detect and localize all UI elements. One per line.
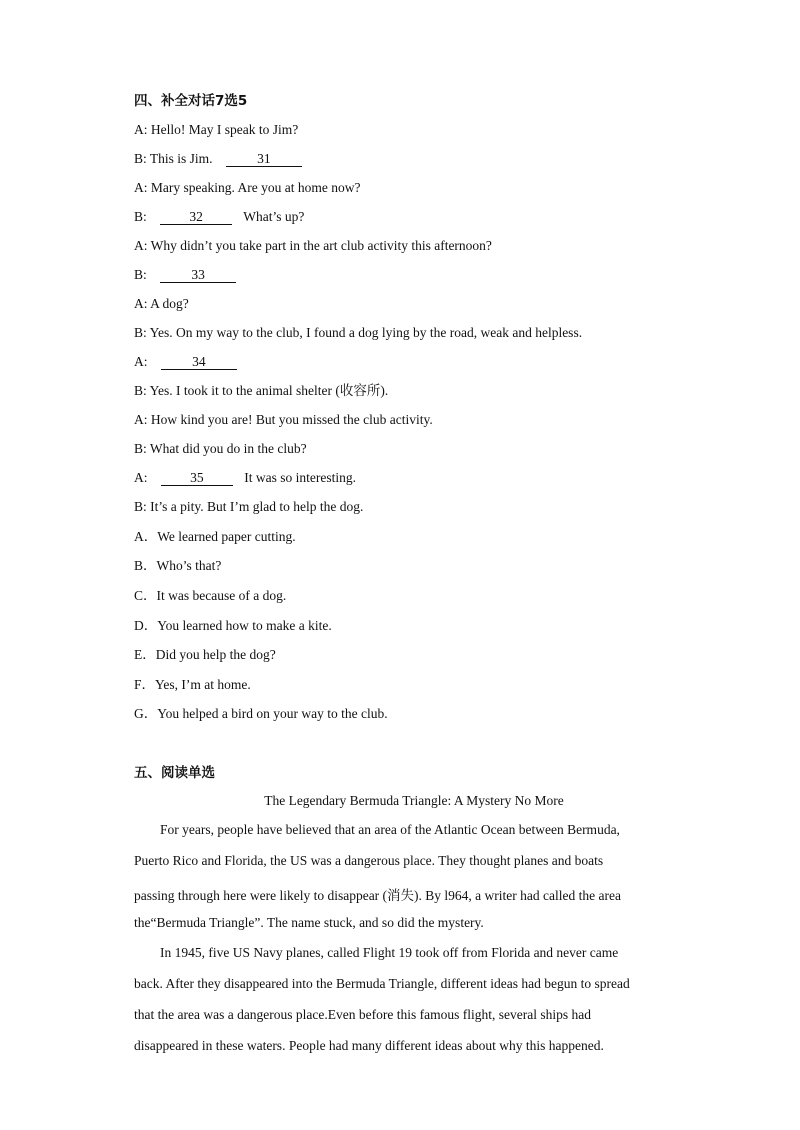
dialogue-text: Yes. I took it to the animal shelter (收容所). (149, 383, 389, 398)
dialogue-text: How kind you are! But you missed the club activity. (150, 412, 433, 427)
dialogue-text: Yes. On my way to the club, I found a dog lying by the road, weak and helpless. (149, 325, 583, 340)
passage-line: back. After they disappeared into the Bermuda Triangle, different ideas had begun to spread (134, 976, 630, 991)
passage-line: passing through here were likely to disappear (消失). By l964, a writer had called the area (134, 888, 621, 903)
answer-blank-32[interactable]: 32 (160, 209, 232, 225)
section-4-heading: 四、补全对话7选5 (134, 93, 248, 109)
answer-blank-35[interactable]: 35 (161, 470, 233, 486)
dialogue-line (134, 411, 433, 429)
passage-line: disappeared in these waters. People had many different ideas about why this happened. (134, 1038, 604, 1053)
passage-line: In 1945, five US Navy planes, called Flight 19 took off from Florida and never came (160, 945, 619, 960)
section-5-heading: 五、阅读单选 (134, 765, 215, 781)
answer-blank-33[interactable]: 33 (160, 267, 236, 283)
option-e[interactable]: E．Did you help the dog? (134, 647, 276, 662)
dialogue-line (134, 382, 388, 400)
speaker-label: A: (134, 296, 148, 311)
dialogue-line (134, 440, 307, 458)
dialogue-text: What did you do in the club? (149, 441, 307, 456)
dialogue-line (134, 498, 363, 516)
option-b[interactable]: B．Who’s that? (134, 558, 222, 573)
speaker-label: A: (134, 238, 148, 253)
passage-line: the“Bermuda Triangle”. The name stuck, and so did the mystery. (134, 915, 484, 930)
dialogue-text: Mary speaking. Are you at home now? (150, 180, 361, 195)
passage-line: For years, people have believed that an area of the Atlantic Ocean between Bermuda, (160, 822, 620, 837)
dialogue-line (134, 150, 302, 168)
dialogue-line (134, 295, 189, 313)
dialogue-line (134, 121, 298, 139)
dialogue-line (134, 208, 304, 226)
answer-blank-34[interactable]: 34 (161, 354, 237, 370)
speaker-label: B: (134, 325, 147, 340)
dialogue-line (134, 353, 237, 371)
passage-title: The Legendary Bermuda Triangle: A Mystery No More (264, 793, 564, 808)
speaker-label: A: (134, 470, 148, 485)
speaker-label: A: (134, 180, 148, 195)
dialogue-text: Why didn’t you take part in the art club activity this afternoon? (150, 238, 492, 253)
speaker-label: B: (134, 383, 147, 398)
option-g[interactable]: G．You helped a bird on your way to the club. (134, 706, 388, 721)
option-c[interactable]: C．It was because of a dog. (134, 588, 287, 603)
dialogue-line (134, 179, 360, 197)
option-a[interactable]: A．We learned paper cutting. (134, 529, 296, 544)
speaker-label: B: (134, 267, 147, 282)
option-f[interactable]: F．Yes, I’m at home. (134, 677, 251, 692)
passage-line: Puerto Rico and Florida, the US was a dangerous place. They thought planes and boats (134, 853, 604, 868)
speaker-label: B: (134, 441, 147, 456)
dialogue-text: It’s a pity. But I’m glad to help the dog. (150, 499, 364, 514)
speaker-label: A: (134, 122, 148, 137)
dialogue-line (134, 237, 492, 255)
passage-line: that the area was a dangerous place.Even before this famous flight, several ships had (134, 1007, 591, 1022)
answer-blank-31[interactable]: 31 (226, 151, 302, 167)
option-d[interactable]: D．You learned how to make a kite. (134, 618, 332, 633)
dialogue-text: It was so interesting. (244, 470, 356, 485)
speaker-label: A: (134, 412, 148, 427)
speaker-label: B: (134, 499, 147, 514)
dialogue-text: This is Jim. (149, 151, 213, 166)
speaker-label: A: (134, 354, 148, 369)
dialogue-text: A dog? (150, 296, 189, 311)
speaker-label: B: (134, 151, 147, 166)
speaker-label: B: (134, 209, 147, 224)
dialogue-line (134, 324, 582, 342)
dialogue-text: What’s up? (243, 209, 305, 224)
dialogue-text: Hello! May I speak to Jim? (150, 122, 299, 137)
dialogue-line (134, 266, 236, 284)
dialogue-line (134, 469, 356, 487)
